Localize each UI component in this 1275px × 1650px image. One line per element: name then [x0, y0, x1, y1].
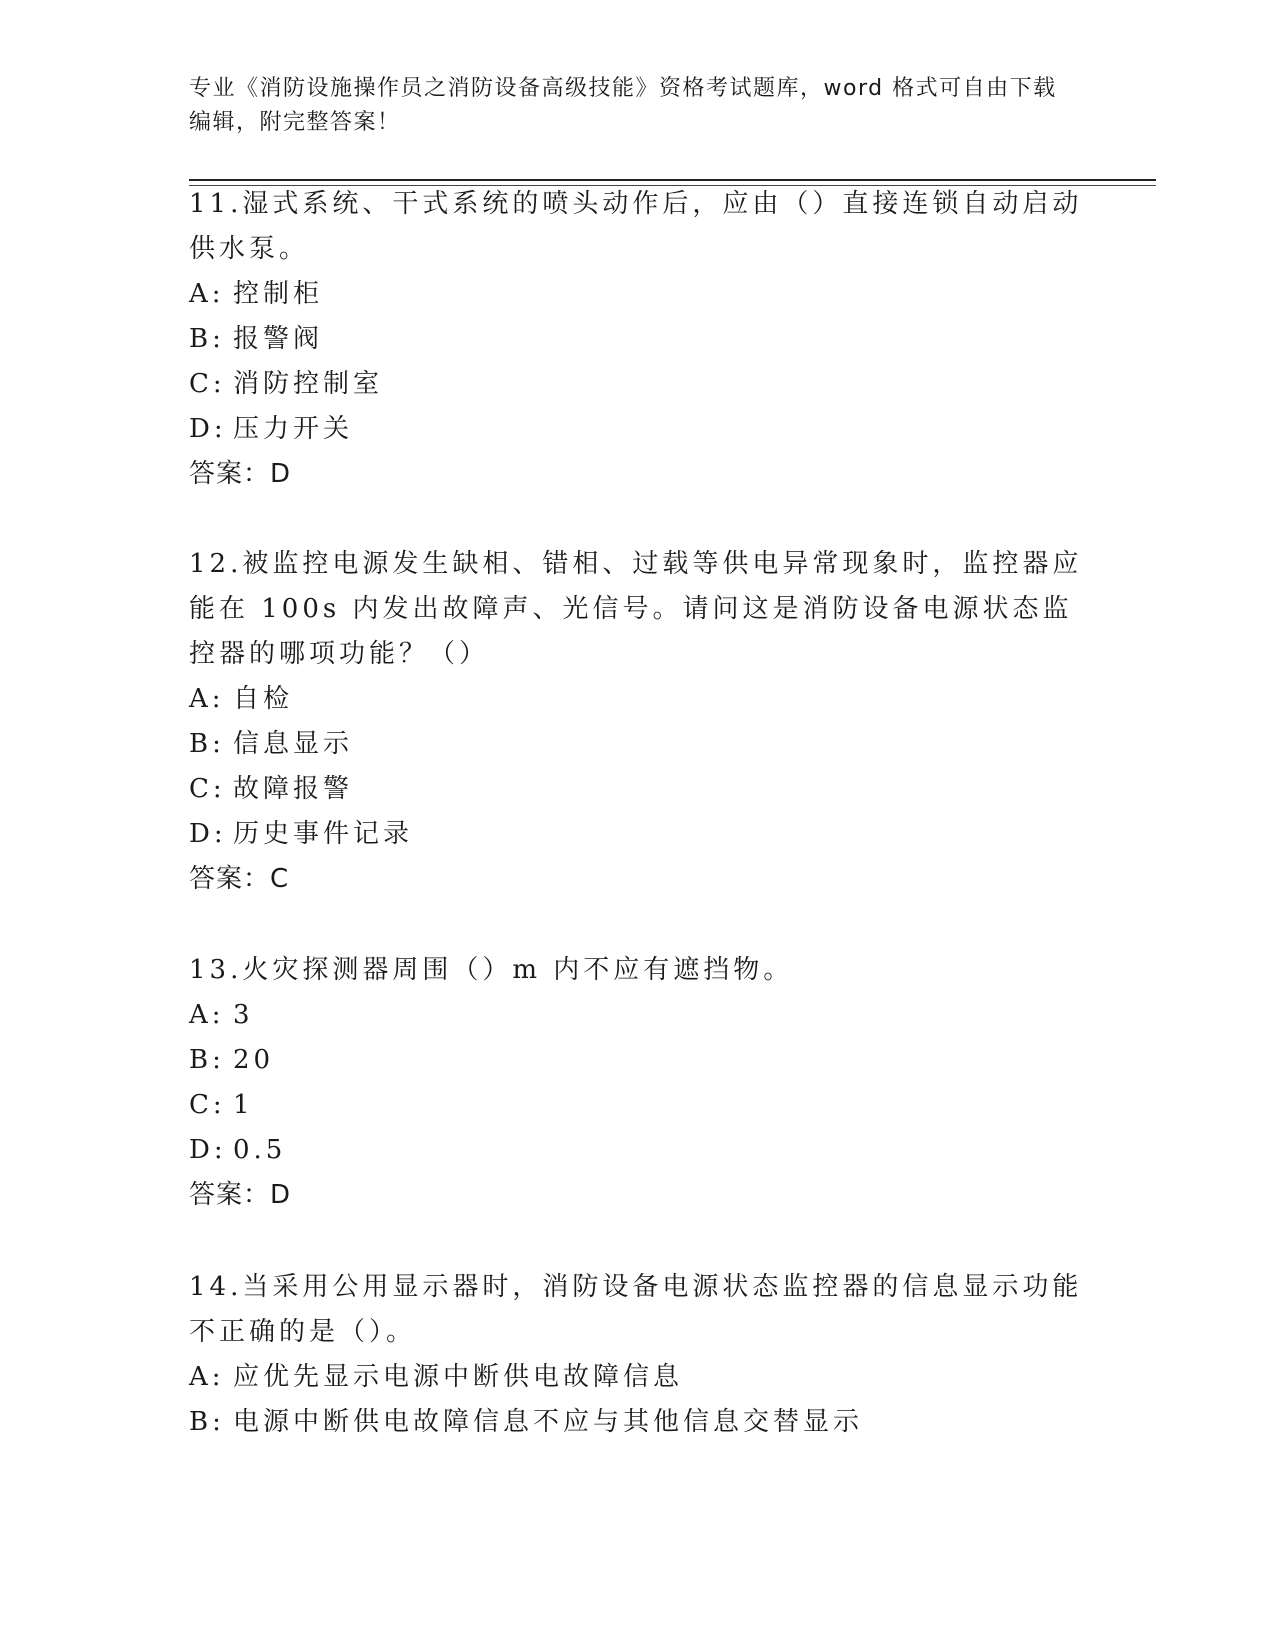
question-13	[189, 948, 1089, 1218]
option-c	[189, 767, 1089, 812]
option-text: 信息显示	[233, 729, 354, 759]
option-label: A:	[189, 1000, 225, 1030]
option-text: 20	[233, 1045, 275, 1075]
option-c	[189, 362, 1089, 407]
option-text: 压力开关	[233, 414, 354, 444]
option-a	[189, 1355, 1089, 1400]
header-divider-thick	[189, 179, 1156, 181]
option-a	[189, 677, 1089, 722]
option-b	[189, 722, 1089, 767]
option-label: A:	[189, 279, 225, 309]
option-text: 0.5	[233, 1135, 287, 1165]
option-b	[189, 317, 1089, 362]
answer: 答案：D	[189, 1180, 292, 1210]
document-header: 专业《消防设施操作员之消防设备高级技能》资格考试题库，word 格式可自由下载编辑，附完整答案！	[189, 76, 1057, 135]
question-stem: 14.当采用公用显示器时，消防设备电源状态监控器的信息显示功能不正确的是（）。	[189, 1272, 1083, 1347]
question-12	[189, 542, 1089, 902]
option-text: 故障报警	[233, 774, 354, 804]
answer: 答案：C	[189, 864, 290, 894]
option-text: 历史事件记录	[233, 819, 414, 849]
option-c	[189, 1083, 1089, 1128]
option-label: D:	[189, 414, 227, 444]
option-d	[189, 1128, 1089, 1173]
option-d	[189, 407, 1089, 452]
option-text: 电源中断供电故障信息不应与其他信息交替显示	[233, 1407, 864, 1437]
option-b	[189, 1038, 1089, 1083]
option-text: 报警阀	[233, 324, 324, 354]
option-label: D:	[189, 1135, 227, 1165]
question-stem: 12.被监控电源发生缺相、错相、过载等供电异常现象时，监控器应能在 100s 内发出故障声、光信号。请问这是消防设备电源状态监控器的哪项功能？（）	[189, 549, 1083, 669]
option-label: B:	[189, 729, 225, 759]
question-stem: 11.湿式系统、干式系统的喷头动作后，应由（）直接连锁自动启动供水泵。	[189, 189, 1083, 264]
option-label: B:	[189, 1045, 225, 1075]
option-a	[189, 993, 1089, 1038]
option-label: A:	[189, 684, 225, 714]
option-text: 1	[233, 1090, 254, 1120]
question-14	[189, 1265, 1089, 1445]
option-label: C:	[189, 774, 226, 804]
answer: 答案：D	[189, 459, 292, 489]
option-label: B:	[189, 1407, 225, 1437]
question-stem: 13.火灾探测器周围（）m 内不应有遮挡物。	[189, 955, 794, 985]
option-text: 自检	[233, 684, 294, 714]
option-text: 应优先显示电源中断供电故障信息	[233, 1362, 684, 1392]
option-label: A:	[189, 1362, 225, 1392]
option-b	[189, 1400, 1089, 1445]
option-text: 控制柜	[233, 279, 324, 309]
option-text: 消防控制室	[233, 369, 384, 399]
option-label: C:	[189, 369, 226, 399]
option-label: D:	[189, 819, 227, 849]
option-label: C:	[189, 1090, 226, 1120]
option-d	[189, 812, 1089, 857]
question-11	[189, 182, 1089, 497]
option-text: 3	[233, 1000, 254, 1030]
option-label: B:	[189, 324, 225, 354]
option-a	[189, 272, 1089, 317]
